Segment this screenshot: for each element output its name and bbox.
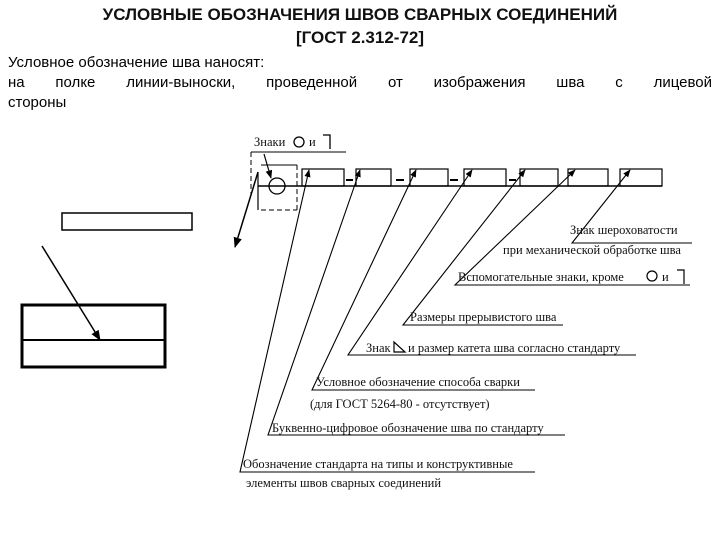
slot-5 [520,169,558,186]
intro-line-1: Условное обозначение шва наносят: [8,54,265,71]
shelf-box [62,213,192,230]
fillet-weld-sign-icon [394,342,405,352]
label-alnum: Буквенно-цифровое обозначение шва по стандарту [272,421,544,435]
label-standard-1: Обозначение стандарта на типы и конструктивные [243,457,513,471]
open-contour-sign-icon [677,270,684,284]
leader-arrow-main [235,172,258,247]
signs-label-text: Знаки [254,135,286,149]
page-title-line-1: УСЛОВНЫЕ ОБОЗНАЧЕНИЯ ШВОВ СВАРНЫХ СОЕДИНЕНИЙ [102,5,618,24]
label-method-1: Условное обозначение способа сварки [316,375,520,389]
label-roughness-1: Знак шероховатости [570,223,678,237]
slot-2 [356,169,391,186]
label-aux-conj: и [662,270,669,284]
slot-7 [620,169,662,186]
callout-labels [243,223,684,490]
label-leg-sign: Знак [366,341,391,355]
weld-drawing [22,213,192,367]
intro-line-2: на полке линии-выноски, проведенной от изображения шва с лицевой [8,74,712,91]
signs-conj-text: и [309,135,316,149]
open-contour-sign-icon [323,135,330,149]
label-roughness-2: при механической обработке шва [503,243,681,257]
label-aux-signs: Вспомогательные знаки, кроме [458,270,624,284]
label-method-2: (для ГОСТ 5264-80 - отсутствует) [310,397,490,411]
label-intermittent: Размеры прерывистого шва [410,310,557,324]
label-standard-2: элементы швов сварных соединений [246,476,442,490]
label-leg-text: и размер катета шва согласно стандарту [408,341,621,355]
circle-sign-icon [647,271,657,281]
leader-arrow-left [42,246,100,340]
part-plate [22,305,165,367]
circle-sign-icon [294,137,304,147]
intro-line-3: стороны [8,94,67,111]
page-title-line-2: [ГОСТ 2.312-72] [295,28,425,47]
